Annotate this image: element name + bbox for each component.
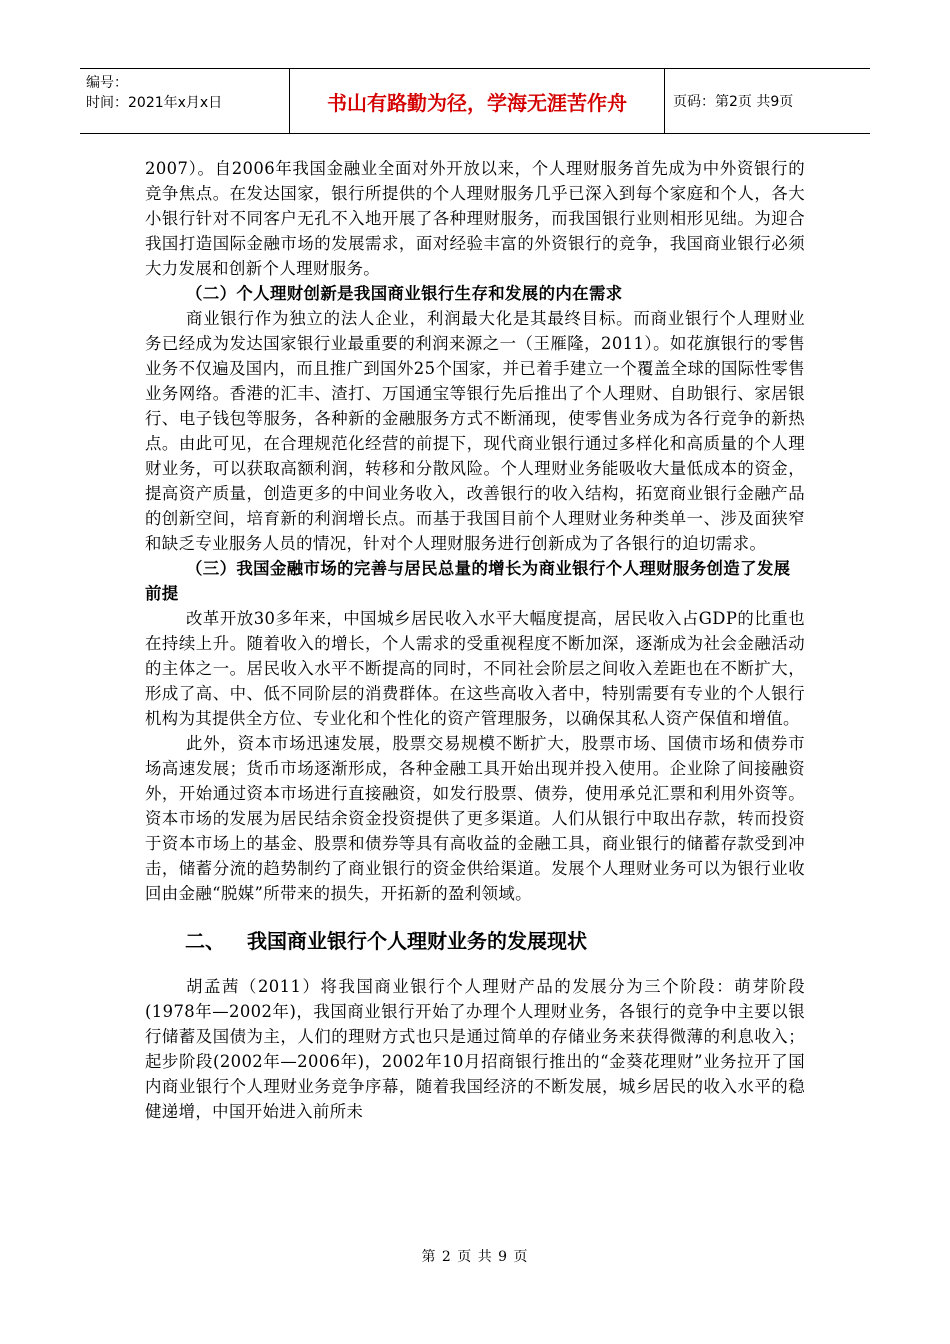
section-title: 我国商业银行个人理财业务的发展现状 [247, 929, 587, 953]
subheading-three: （三）我国金融市场的完善与居民总量的增长为商业银行个人理财服务创造了发展前提 [145, 559, 791, 603]
paragraph-2: 商业银行作为独立的法人企业，利润最大化是其最终目标。而商业银行个人理财业务已经成为发达国家银行业最重要的利润来源之一（王雁隆，2011）。如花旗银行的零售业务不仅遍及国内，而且推广到国外25个国家，并已着手建立一个覆盖全球的国际性零售业务网络。香港的汇丰、渣打、万国通宝等银行先后推出了个人理财、自助银行、家居银行、电子钱包等服务，各种新的金融服务方式不断涌现，使零售业务成为各行竞争的新热点。由此可见，在合理规范化经营的前提下，现代商业银行通过多样化和高质量的个人理财业务，可以获取高额利润，转移和分散风险。个人理财业务能吸收大量低成本的资金，提高资产质量，创造更多的中间业务收入，改善银行的收入结构，拓宽商业银行金融产品的创新空间，培育新的利润增长点。而基于我国目前个人理财业务种类单一、涉及面狭窄和缺乏专业服务人员的情况，针对个人理财服务进行创新成为了各银行的迫切需求。 [145, 309, 805, 553]
document-body [145, 156, 805, 1124]
page-header [80, 68, 870, 134]
subheading-two: （二）个人理财创新是我国商业银行生存和发展的内在需求 [186, 284, 623, 303]
paragraph-1: 2007）。自2006年我国金融业全面对外开放以来，个人理财服务首先成为中外资银行的竞争焦点。在发达国家，银行所提供的个人理财服务几乎已深入到每个家庭和个人，各大小银行针对不同客户无孔不入地开展了各种理财服务，而我国银行业则相形见绌。为迎合我国打造国际金融市场的发展需求，面对经验丰富的外资银行的竞争，我国商业银行必须大力发展和创新个人理财服务。 [145, 159, 805, 278]
header-page-number: 页码：第2页 共9页 [673, 94, 794, 110]
section-number: 二、 [185, 929, 225, 953]
header-meta [80, 69, 290, 133]
paragraph-3: 改革开放30多年来，中国城乡居民收入水平大幅度提高，居民收入占GDP的比重也在持续上升。随着收入的增长，个人需求的受重视程度不断加深，逐渐成为社会金融活动的主体之一。居民收入水平不断提高的同时，不同社会阶层之间收入差距也在不断扩大，形成了高、中、低不同阶层的消费群体。在这些高收入者中，特别需要有专业的个人银行机构为其提供全方位、专业化和个性化的资产管理服务，以确保其私人资产保值和增值。 [145, 609, 805, 728]
date-label: 时间：2021年x月x日 [86, 95, 223, 111]
section-heading [145, 926, 805, 956]
paragraph-4: 此外，资本市场迅速发展，股票交易规模不断扩大，股票市场、国债市场和债券市场高速发展；货币市场逐渐形成，各种金融工具开始出现并投入使用。企业除了间接融资外，开始通过资本市场进行直接融资，如发行股票、债券，使用承兑汇票和利用外资等。资本市场的发展为居民结余资金投资提供了更多渠道。人们从银行中取出存款，转而投资于资本市场上的基金、股票和债券等具有高收益的金融工具，商业银行的储蓄存款受到冲击，储蓄分流的趋势制约了商业银行的资金供给渠道。发展个人理财业务可以为银行业收回由金融“脱媒”所带来的损失，开拓新的盈利领域。 [145, 734, 805, 903]
page-footer: 第 2 页 共 9 页 [421, 1249, 529, 1265]
paragraph-5: 胡孟茜（2011）将我国商业银行个人理财产品的发展分为三个阶段：萌芽阶段(1978年—2002年)，我国商业银行开始了办理个人理财业务，各银行的竞争中主要以银行储蓄及国债为主，人们的理财方式也只是通过简单的存储业务来获得微薄的利息收入；起步阶段(2002年—2006年)，2002年10月招商银行推出的“金葵花理财”业务拉开了国内商业银行个人理财业务竞争序幕，随着我国经济的不断发展，城乡居民的收入水平的稳健递增，中国开始进入前所未 [145, 977, 805, 1121]
header-motto: 书山有路勤为径，学海无涯苦作舟 [290, 69, 665, 133]
serial-label: 编号： [86, 75, 128, 91]
